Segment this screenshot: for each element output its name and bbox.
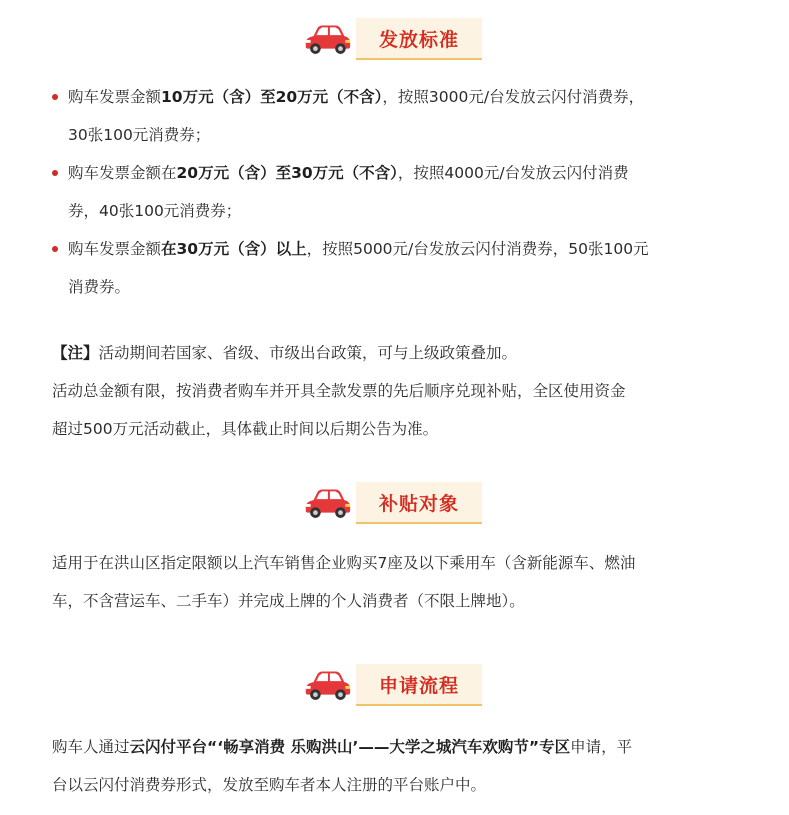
target-paragraph: 适用于在洪山区指定限额以上汽车销售企业购买7座及以下乘用车（含新能源车、燃油 车，不含营运车、二手车）并完成上牌的个人消费者（不限上牌地）。 [52, 554, 636, 610]
process-paragraph: 购车人通过云闪付平台“‘畅享消费 乐购洪山’——大学之城汽车欢购节”专区申请，平 台以云闪付消费券形式，发放至购车者本人注册的平台账户中。 [52, 738, 633, 794]
car-icon [300, 668, 354, 702]
section-title: 申请流程 [356, 664, 482, 706]
section-header-process [0, 662, 789, 712]
note-paragraph: 【注】活动期间若国家、省级、市级出台政策，可与上级政策叠加。 活动总金额有限，按消费者购车并开具全款发票的先后顺序兑现补贴，全区使用资金 超过500万元活动截止，具体截止时间以后期公告为准。 [52, 344, 626, 438]
section-header-standard [0, 16, 789, 66]
list-item: 购车发票金额在20万元（含）至30万元（不含），按照4000元/台发放云闪付消费 券，40张100元消费券； [52, 154, 752, 230]
section-title: 发放标准 [356, 18, 482, 60]
list-item: 购车发票金额在30万元（含）以上，按照5000元/台发放云闪付消费券，50张100元 消费券。 [52, 230, 752, 306]
section-title: 补贴对象 [356, 482, 482, 524]
car-icon [300, 486, 354, 520]
section-header-target [0, 480, 789, 530]
bullet-dot-icon [52, 246, 58, 252]
bullet-dot-icon [52, 94, 58, 100]
car-icon [300, 22, 354, 56]
bullet-dot-icon [52, 170, 58, 176]
standard-list [52, 78, 752, 306]
list-item: 购车发票金额10万元（含）至20万元（不含），按照3000元/台发放云闪付消费券， 30张100元消费券； [52, 78, 752, 154]
